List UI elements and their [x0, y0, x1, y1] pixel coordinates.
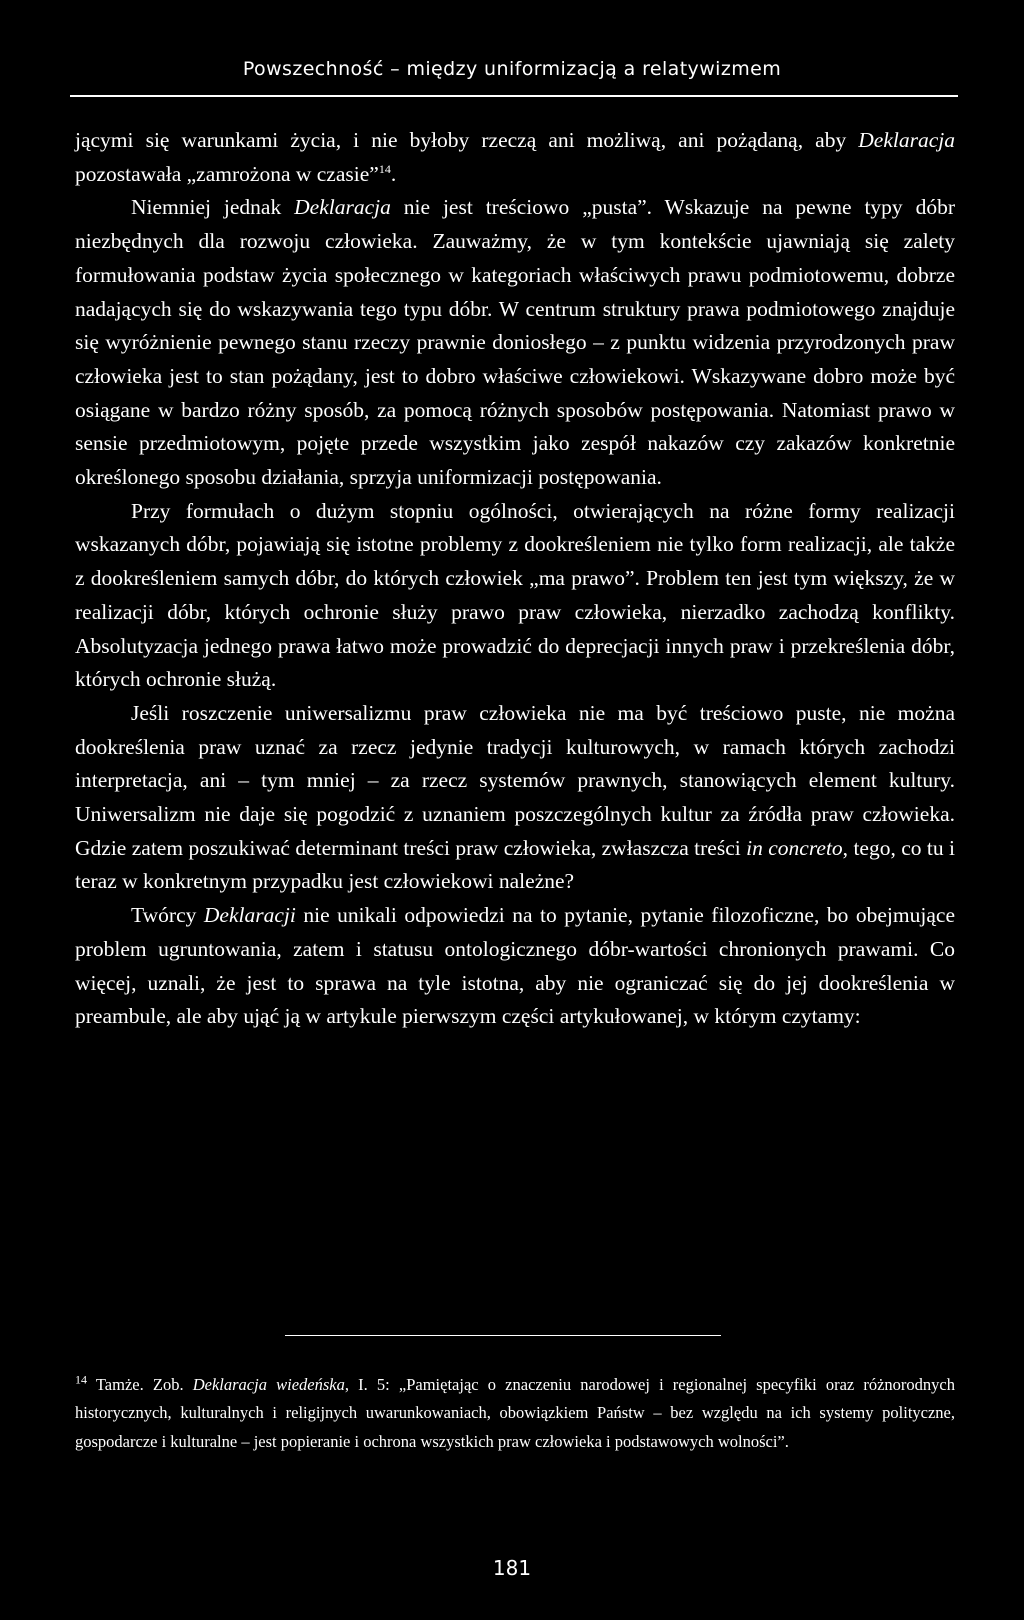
running-header: Powszechność – między uniformizacją a relatywizmem — [242, 58, 782, 80]
footnote: $^{14}$ Tamże. Zob. Deklaracja wiedeńska, I. 5: „Pamiętając o znaczeniu narodowej i regionalnej specyfiki oraz różnorodnych historycznych, kulturalnych i religijnych uwarunkowaniach, obowiązkiem Państw – bez względu na ich systemy polityczne, gospodarcze i kulturalne – jest popieranie i ochrona wszystkich praw człowieka i podstawowych wolności”. — [75, 1372, 956, 1451]
footnote-separator — [285, 1335, 721, 1336]
paragraph-1: jącymi się warunkami życia, i nie byłoby rzeczą ani możliwą, ani pożądaną, aby Deklaracja pozostawała „zamrożona w czasie”$^{14}$. — [75, 128, 955, 186]
main-text — [75, 124, 955, 1034]
paragraph-2: Niemniej jednak Deklaracja nie jest treściowo „pusta”. Wskazuje na pewne typy dóbr niezbędnych dla rozwoju człowieka. Zauważmy, że w tym kontekście ujawniają się zalety formułowania podstaw życia społecznego w kategoriach właściwych prawu podmiotowemu, dobrze nadających się do wskazywania tego typu dóbr. W centrum struktury prawa podmiotowego znajduje się wyróżnienie pewnego stanu rzeczy prawnie doniosłego – z punktu widzenia przyrodzonych praw człowieka jest to stan pożądany, jest to dobro właściwe człowiekowi. Wskazywane dobro może być osiągane w bardzo różny sposób, za pomocą różnych sposobów postępowania. Natomiast prawo w sensie przedmiotowym, pojęte przede wszystkim jako zespół nakazów czy zakazów konkretnie określonego sposobu działania, sprzyja uniformizacji postępowania. — [75, 195, 955, 490]
footnote-reference: 14 — [378, 161, 391, 176]
page-number: 181 — [492, 1556, 532, 1580]
paragraph-5: Twórcy Deklaracji nie unikali odpowiedzi na to pytanie, pytanie filozoficzne, bo obejmujące problem ugruntowania, zatem i statusu ontologicznego dóbr-wartości chronionych prawami. Co więcej, uznali, że jest to sprawa na tyle istotna, aby nie ograniczać się do jej dookreślenia w preambule, ale aby ująć ją w artykule pierwszym części artykułowanej, w którym czytamy: — [75, 903, 955, 1029]
paragraph-3: Przy formułach o dużym stopniu ogólności, otwierających na różne formy realizacji wskazanych dóbr, pojawiają się istotne problemy z dookreśleniem nie tylko form realizacji, ale także z dookreśleniem samych dóbr, do których człowiek „ma prawo”. Problem ten jest tym większy, że w realizacji dóbr, których ochronie służy prawo praw człowieka, nierzadko zachodzą konflikty. Absolutyzacja jednego prawa łatwo może prowadzić do deprecjacji innych praw i przekreślenia dóbr, których ochronie służą. — [75, 498, 955, 692]
footnote-mark: 14 — [75, 1372, 87, 1387]
paragraph-4: Jeśli roszczenie uniwersalizmu praw człowieka nie ma być treściowo puste, nie można dookreślenia praw uznać za rzecz jedynie tradycji kulturowych, w ramach których zachodzi interpretacja, ani – tym mniej – za rzecz systemów prawnych, stanowiących element kultury. Uniwersalizm nie daje się pogodzić z uznaniem poszczególnych kultur za źródła praw człowieka. Gdzie zatem poszukiwać determinant treści praw człowieka, zwłaszcza treści in concreto, tego, co tu i teraz w konkretnym przypadku jest człowiekowi należne? — [75, 700, 955, 894]
header-rule — [70, 95, 958, 97]
